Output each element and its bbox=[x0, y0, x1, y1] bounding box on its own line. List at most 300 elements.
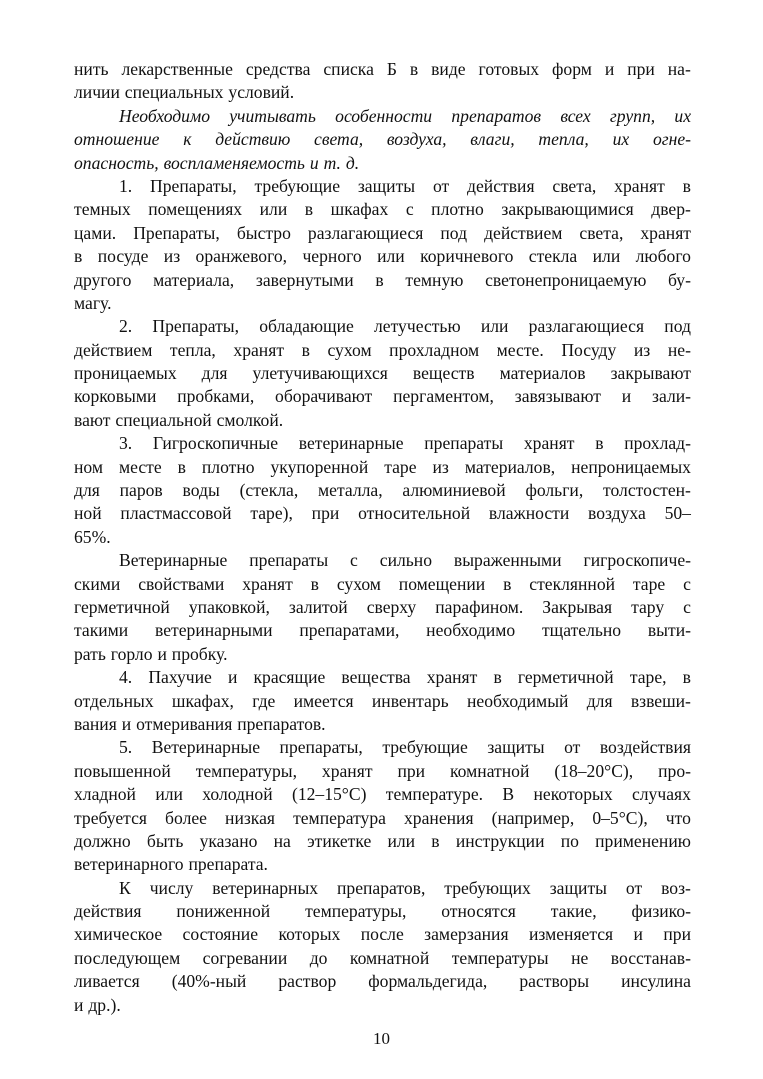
word: воды bbox=[182, 480, 220, 501]
word: хранят bbox=[233, 339, 285, 360]
word: температуры bbox=[451, 947, 549, 968]
word: температуры, bbox=[195, 760, 297, 781]
word: некоторых bbox=[533, 784, 613, 805]
word: с bbox=[350, 550, 358, 571]
word: необходимо bbox=[426, 620, 516, 641]
word: и bbox=[621, 386, 632, 407]
word: списка bbox=[323, 59, 374, 79]
word: из bbox=[163, 246, 181, 267]
word: от bbox=[432, 175, 450, 196]
word: групп, bbox=[609, 105, 656, 126]
word: светонепроницаемую bbox=[485, 269, 647, 290]
word: необходимый bbox=[466, 690, 569, 711]
word: для bbox=[74, 480, 100, 501]
text-line bbox=[74, 128, 691, 151]
word: низкая bbox=[225, 807, 275, 828]
word: последующем bbox=[74, 947, 181, 968]
word: учитывать bbox=[229, 105, 316, 126]
word: закрывающимися bbox=[501, 199, 634, 220]
word: материалов bbox=[499, 363, 586, 384]
word: (стекла, bbox=[239, 480, 299, 501]
word: обладающие bbox=[259, 316, 354, 337]
word: влажности bbox=[488, 503, 570, 524]
word: препараты bbox=[424, 433, 504, 454]
word: под bbox=[440, 222, 468, 243]
text-line bbox=[74, 456, 691, 479]
word: Препараты, bbox=[150, 175, 237, 196]
word: и bbox=[157, 643, 167, 664]
word: света, bbox=[579, 222, 624, 243]
word: месте. bbox=[496, 339, 544, 360]
word: ном bbox=[74, 456, 104, 477]
word: вания bbox=[74, 713, 117, 734]
word: и bbox=[633, 924, 643, 945]
text-line bbox=[74, 596, 691, 619]
word: и bbox=[121, 713, 132, 734]
word: действия bbox=[74, 901, 142, 922]
word: таре bbox=[384, 456, 417, 477]
word: упаковкой, bbox=[188, 596, 270, 617]
word: проницаемых bbox=[74, 363, 177, 384]
word: по bbox=[560, 830, 579, 851]
word: быстро bbox=[236, 222, 291, 243]
word: отмеривания bbox=[136, 713, 233, 734]
word: температура bbox=[293, 807, 386, 828]
text-line bbox=[74, 339, 691, 362]
word: при bbox=[663, 924, 691, 945]
word: холодной bbox=[202, 784, 273, 805]
text-line bbox=[74, 853, 691, 876]
word: имеется bbox=[293, 690, 354, 711]
word: от bbox=[564, 737, 581, 758]
text-line bbox=[74, 900, 691, 923]
word: и bbox=[309, 152, 319, 173]
text-line bbox=[74, 923, 691, 946]
text-line bbox=[74, 245, 691, 268]
text-line bbox=[74, 58, 691, 81]
word: плотно bbox=[431, 199, 484, 220]
word: готовых bbox=[478, 59, 540, 79]
word: средства bbox=[245, 59, 311, 79]
word: др.). bbox=[88, 994, 121, 1015]
word: лекарственные bbox=[121, 59, 233, 79]
word: герметичной bbox=[74, 596, 170, 617]
word: Пахучие bbox=[148, 667, 212, 688]
word: т. bbox=[323, 152, 341, 173]
word: действием bbox=[484, 222, 563, 243]
word: ветеринарные bbox=[298, 433, 404, 454]
word: инвентарь bbox=[371, 690, 449, 711]
word: укупоренной bbox=[270, 456, 369, 477]
word: на bbox=[273, 830, 291, 851]
word: темную bbox=[405, 269, 464, 290]
text-line bbox=[74, 736, 691, 759]
text-line bbox=[74, 619, 691, 642]
word: влаги, bbox=[470, 129, 515, 150]
text-line bbox=[74, 549, 691, 572]
word: взвеши- bbox=[630, 690, 691, 711]
word: 1. bbox=[119, 175, 133, 196]
word: виде bbox=[431, 59, 466, 79]
text-line bbox=[74, 807, 691, 830]
word: в bbox=[375, 269, 384, 290]
word: стеклянной bbox=[529, 573, 616, 594]
word: ветеринарными bbox=[155, 620, 273, 641]
text-line bbox=[74, 292, 691, 315]
word: Закрывая bbox=[542, 596, 613, 617]
word: разлагающиеся bbox=[528, 316, 645, 337]
word: опасность, bbox=[74, 152, 159, 173]
word: температуре. bbox=[385, 784, 484, 805]
word: Посуду bbox=[561, 339, 617, 360]
word: металла, bbox=[318, 480, 383, 501]
word: материалов, bbox=[464, 456, 556, 477]
word: 4. bbox=[119, 667, 133, 688]
word: в bbox=[301, 339, 310, 360]
word: Б bbox=[386, 59, 397, 79]
word: рать bbox=[74, 643, 106, 664]
word: защиты bbox=[487, 737, 545, 758]
word: хранят bbox=[321, 760, 373, 781]
word: такими bbox=[74, 620, 129, 641]
text-line bbox=[74, 573, 691, 596]
word: ливается bbox=[74, 971, 140, 992]
word: повышенной bbox=[74, 760, 171, 781]
word: горло bbox=[110, 643, 153, 664]
word: двер- bbox=[651, 199, 691, 220]
text-line bbox=[74, 175, 691, 198]
word: 65%. bbox=[74, 526, 111, 547]
word: шкафах, bbox=[171, 690, 234, 711]
text-line bbox=[74, 760, 691, 783]
word: быть bbox=[146, 830, 184, 851]
word: до bbox=[309, 947, 328, 968]
word: летучестью bbox=[374, 316, 461, 337]
text-line bbox=[74, 526, 691, 549]
word: толстостен- bbox=[603, 480, 691, 501]
word: Гигроскопичные bbox=[152, 433, 279, 454]
word: вещества bbox=[341, 667, 411, 688]
word: Ветеринарные bbox=[119, 550, 228, 571]
word: тару bbox=[631, 596, 665, 617]
word: где bbox=[252, 690, 276, 711]
word: случаях bbox=[631, 784, 691, 805]
word: Препараты, bbox=[152, 316, 240, 337]
word: (12–15°С) bbox=[291, 784, 367, 805]
word: в bbox=[304, 199, 314, 220]
word: выти- bbox=[647, 620, 691, 641]
word: препаратами, bbox=[299, 620, 400, 641]
word: сверху bbox=[366, 596, 417, 617]
word: при bbox=[397, 760, 426, 781]
text-line bbox=[74, 81, 691, 104]
word: и bbox=[74, 994, 84, 1015]
word: черного bbox=[302, 246, 362, 267]
word: на- bbox=[667, 59, 691, 79]
word: или bbox=[155, 784, 183, 805]
word: прохлад- bbox=[624, 433, 691, 454]
word: магу. bbox=[74, 292, 112, 313]
word: выраженными bbox=[453, 550, 562, 571]
word: тепла, bbox=[538, 129, 589, 150]
text-line bbox=[74, 877, 691, 900]
word: или bbox=[387, 830, 416, 851]
word: фольги, bbox=[525, 480, 584, 501]
word: препараты, bbox=[279, 737, 363, 758]
word: воспламеняемость bbox=[163, 152, 305, 173]
word: требующие bbox=[382, 737, 468, 758]
word: посуде bbox=[97, 246, 149, 267]
word: пластмассовой bbox=[120, 503, 232, 524]
word: отдельных bbox=[74, 690, 154, 711]
word: защиты bbox=[357, 175, 416, 196]
word: отношение bbox=[74, 129, 160, 150]
word: К bbox=[119, 877, 131, 898]
text-line bbox=[74, 783, 691, 806]
word: восстанав- bbox=[610, 947, 691, 968]
word: при bbox=[627, 59, 655, 79]
word: пробку. bbox=[171, 643, 228, 664]
word: личии bbox=[74, 82, 120, 103]
word: ветеринарного bbox=[74, 854, 184, 875]
word: в bbox=[431, 830, 440, 851]
word: таре, bbox=[629, 667, 667, 688]
word: завязывают bbox=[514, 386, 601, 407]
word: плотно bbox=[201, 456, 255, 477]
word: температуры, bbox=[305, 901, 407, 922]
word: для bbox=[586, 690, 613, 711]
text-line bbox=[74, 502, 691, 525]
word: препаратов bbox=[451, 105, 542, 126]
word: хранят bbox=[242, 573, 293, 594]
word: физико- bbox=[631, 901, 691, 922]
word: скими bbox=[74, 573, 121, 594]
word: 5. bbox=[119, 737, 133, 758]
word: в bbox=[310, 573, 319, 594]
word: комнатной bbox=[450, 760, 530, 781]
word: формальдегида, bbox=[368, 971, 488, 992]
word: с bbox=[405, 199, 414, 220]
word: более bbox=[165, 807, 207, 828]
word: или bbox=[480, 316, 509, 337]
text-line bbox=[74, 269, 691, 292]
word: д. bbox=[345, 152, 360, 173]
word: от bbox=[625, 877, 643, 898]
word: зали- bbox=[652, 386, 691, 407]
word: стекла bbox=[528, 246, 578, 267]
word: сухом bbox=[327, 339, 372, 360]
word: Препараты, bbox=[133, 222, 220, 243]
text-line bbox=[74, 152, 691, 175]
word: или bbox=[259, 199, 288, 220]
word: ной bbox=[74, 503, 102, 524]
word: согревании bbox=[202, 947, 288, 968]
text-line bbox=[74, 830, 691, 853]
word: всех bbox=[560, 105, 591, 126]
word: действию bbox=[215, 129, 291, 150]
word: в bbox=[177, 456, 186, 477]
word: числу bbox=[149, 877, 194, 898]
text-line bbox=[74, 362, 691, 385]
word: специальных bbox=[124, 82, 224, 103]
word: закрывают bbox=[610, 363, 691, 384]
word: хладной bbox=[74, 784, 136, 805]
word: требуется bbox=[74, 807, 147, 828]
text-line bbox=[74, 105, 691, 128]
word: замерзания bbox=[424, 924, 509, 945]
word: хранят bbox=[523, 433, 575, 454]
word: завернутыми bbox=[255, 269, 354, 290]
word: оборачивают bbox=[275, 386, 373, 407]
word: В bbox=[502, 784, 515, 805]
word: другого bbox=[74, 269, 132, 290]
word: в bbox=[409, 59, 419, 79]
word: (например, bbox=[491, 807, 575, 828]
word: раствор bbox=[278, 971, 337, 992]
word: для bbox=[201, 363, 228, 384]
word: разлагающиеся bbox=[307, 222, 424, 243]
word: залитой bbox=[288, 596, 348, 617]
word: растворы bbox=[519, 971, 590, 992]
word: под bbox=[664, 316, 691, 337]
word: в bbox=[493, 667, 502, 688]
word: цами. bbox=[74, 222, 117, 243]
word: что bbox=[665, 807, 691, 828]
text-line bbox=[74, 432, 691, 455]
word: непроницаемых bbox=[571, 456, 691, 477]
word: не bbox=[571, 947, 589, 968]
word: требующие bbox=[254, 175, 341, 196]
word: света, bbox=[552, 175, 597, 196]
text-line bbox=[74, 970, 691, 993]
text-line bbox=[74, 198, 691, 221]
word: 50– bbox=[664, 503, 691, 524]
word: изменяется bbox=[528, 924, 614, 945]
word: воздуха, bbox=[386, 129, 447, 150]
word: к bbox=[183, 129, 192, 150]
word: коричневого bbox=[420, 246, 514, 267]
word: защиты bbox=[549, 877, 607, 898]
word: которых bbox=[278, 924, 341, 945]
word: и bbox=[227, 667, 238, 688]
word: воздуха bbox=[588, 503, 646, 524]
word: шкафах bbox=[330, 199, 389, 220]
word: специальной bbox=[115, 409, 212, 430]
word: состояние bbox=[182, 924, 259, 945]
word: должно bbox=[74, 830, 131, 851]
word: из bbox=[633, 339, 651, 360]
word: хранят bbox=[640, 222, 691, 243]
word: препараты bbox=[249, 550, 329, 571]
word: пергаментом, bbox=[393, 386, 494, 407]
word: относятся bbox=[441, 901, 516, 922]
word: условий. bbox=[228, 82, 295, 103]
word: 2. bbox=[119, 316, 133, 337]
word: воз- bbox=[661, 877, 691, 898]
word: такие, bbox=[550, 901, 597, 922]
page-number: 10 bbox=[373, 1029, 390, 1048]
word: форм bbox=[552, 59, 592, 79]
word: таре bbox=[632, 573, 666, 594]
word: пробками, bbox=[177, 386, 255, 407]
word: Необходимо bbox=[119, 105, 211, 126]
word: в bbox=[682, 175, 691, 196]
word: (18–20°С), bbox=[554, 760, 634, 781]
text-line bbox=[74, 994, 691, 1017]
word: огне- bbox=[652, 129, 691, 150]
word: нить bbox=[74, 59, 109, 79]
word: прохладном bbox=[389, 339, 480, 360]
word: про- bbox=[658, 760, 691, 781]
word: хранят bbox=[614, 175, 665, 196]
word: 3. bbox=[119, 433, 133, 454]
word: тщательно bbox=[541, 620, 622, 641]
word: препаратов. bbox=[237, 713, 326, 734]
word: сильно bbox=[379, 550, 433, 571]
text-line bbox=[74, 222, 691, 245]
word: пониженной bbox=[176, 901, 271, 922]
word: паров bbox=[119, 480, 163, 501]
word: алюминиевой bbox=[402, 480, 506, 501]
word: или bbox=[377, 246, 405, 267]
word: месте bbox=[118, 456, 162, 477]
word: инсулина bbox=[621, 971, 691, 992]
word: улетучивающихся bbox=[252, 363, 388, 384]
text-line bbox=[74, 385, 691, 408]
word: этикетке bbox=[307, 830, 372, 851]
document-page-body bbox=[74, 58, 691, 1017]
word: с bbox=[683, 573, 691, 594]
word: в bbox=[503, 573, 512, 594]
word: вают bbox=[74, 409, 111, 430]
word: при bbox=[311, 503, 340, 524]
text-line bbox=[74, 643, 691, 666]
word: не- bbox=[667, 339, 691, 360]
word: корковыми bbox=[74, 386, 157, 407]
word: комнатной bbox=[349, 947, 430, 968]
word: тепла, bbox=[169, 339, 216, 360]
text-line bbox=[74, 690, 691, 713]
word: красящие bbox=[253, 667, 326, 688]
word: материала, bbox=[153, 269, 235, 290]
word: бу- bbox=[668, 269, 691, 290]
word: помещениях bbox=[148, 199, 243, 220]
word: препаратов, bbox=[337, 877, 426, 898]
word: (40%-ный bbox=[171, 971, 247, 992]
word: парафином. bbox=[435, 596, 524, 617]
word: применению bbox=[595, 830, 691, 851]
word: света, bbox=[314, 129, 364, 150]
word: помещении bbox=[398, 573, 486, 594]
word: хранят bbox=[426, 667, 478, 688]
word: действия bbox=[467, 175, 535, 196]
text-line bbox=[74, 409, 691, 432]
text-line bbox=[74, 713, 691, 736]
word: указано bbox=[199, 830, 258, 851]
word: таре), bbox=[250, 503, 293, 524]
word: в bbox=[682, 667, 691, 688]
word: ветеринарных bbox=[212, 877, 319, 898]
word: с bbox=[683, 596, 691, 617]
word: химическое bbox=[74, 924, 163, 945]
word: инструкции bbox=[455, 830, 545, 851]
word: гигроскопиче- bbox=[583, 550, 691, 571]
word: хранения bbox=[404, 807, 474, 828]
word: смолкой. bbox=[216, 409, 284, 430]
word: герметичной bbox=[517, 667, 614, 688]
word: веществ bbox=[412, 363, 475, 384]
word: действием bbox=[74, 339, 153, 360]
